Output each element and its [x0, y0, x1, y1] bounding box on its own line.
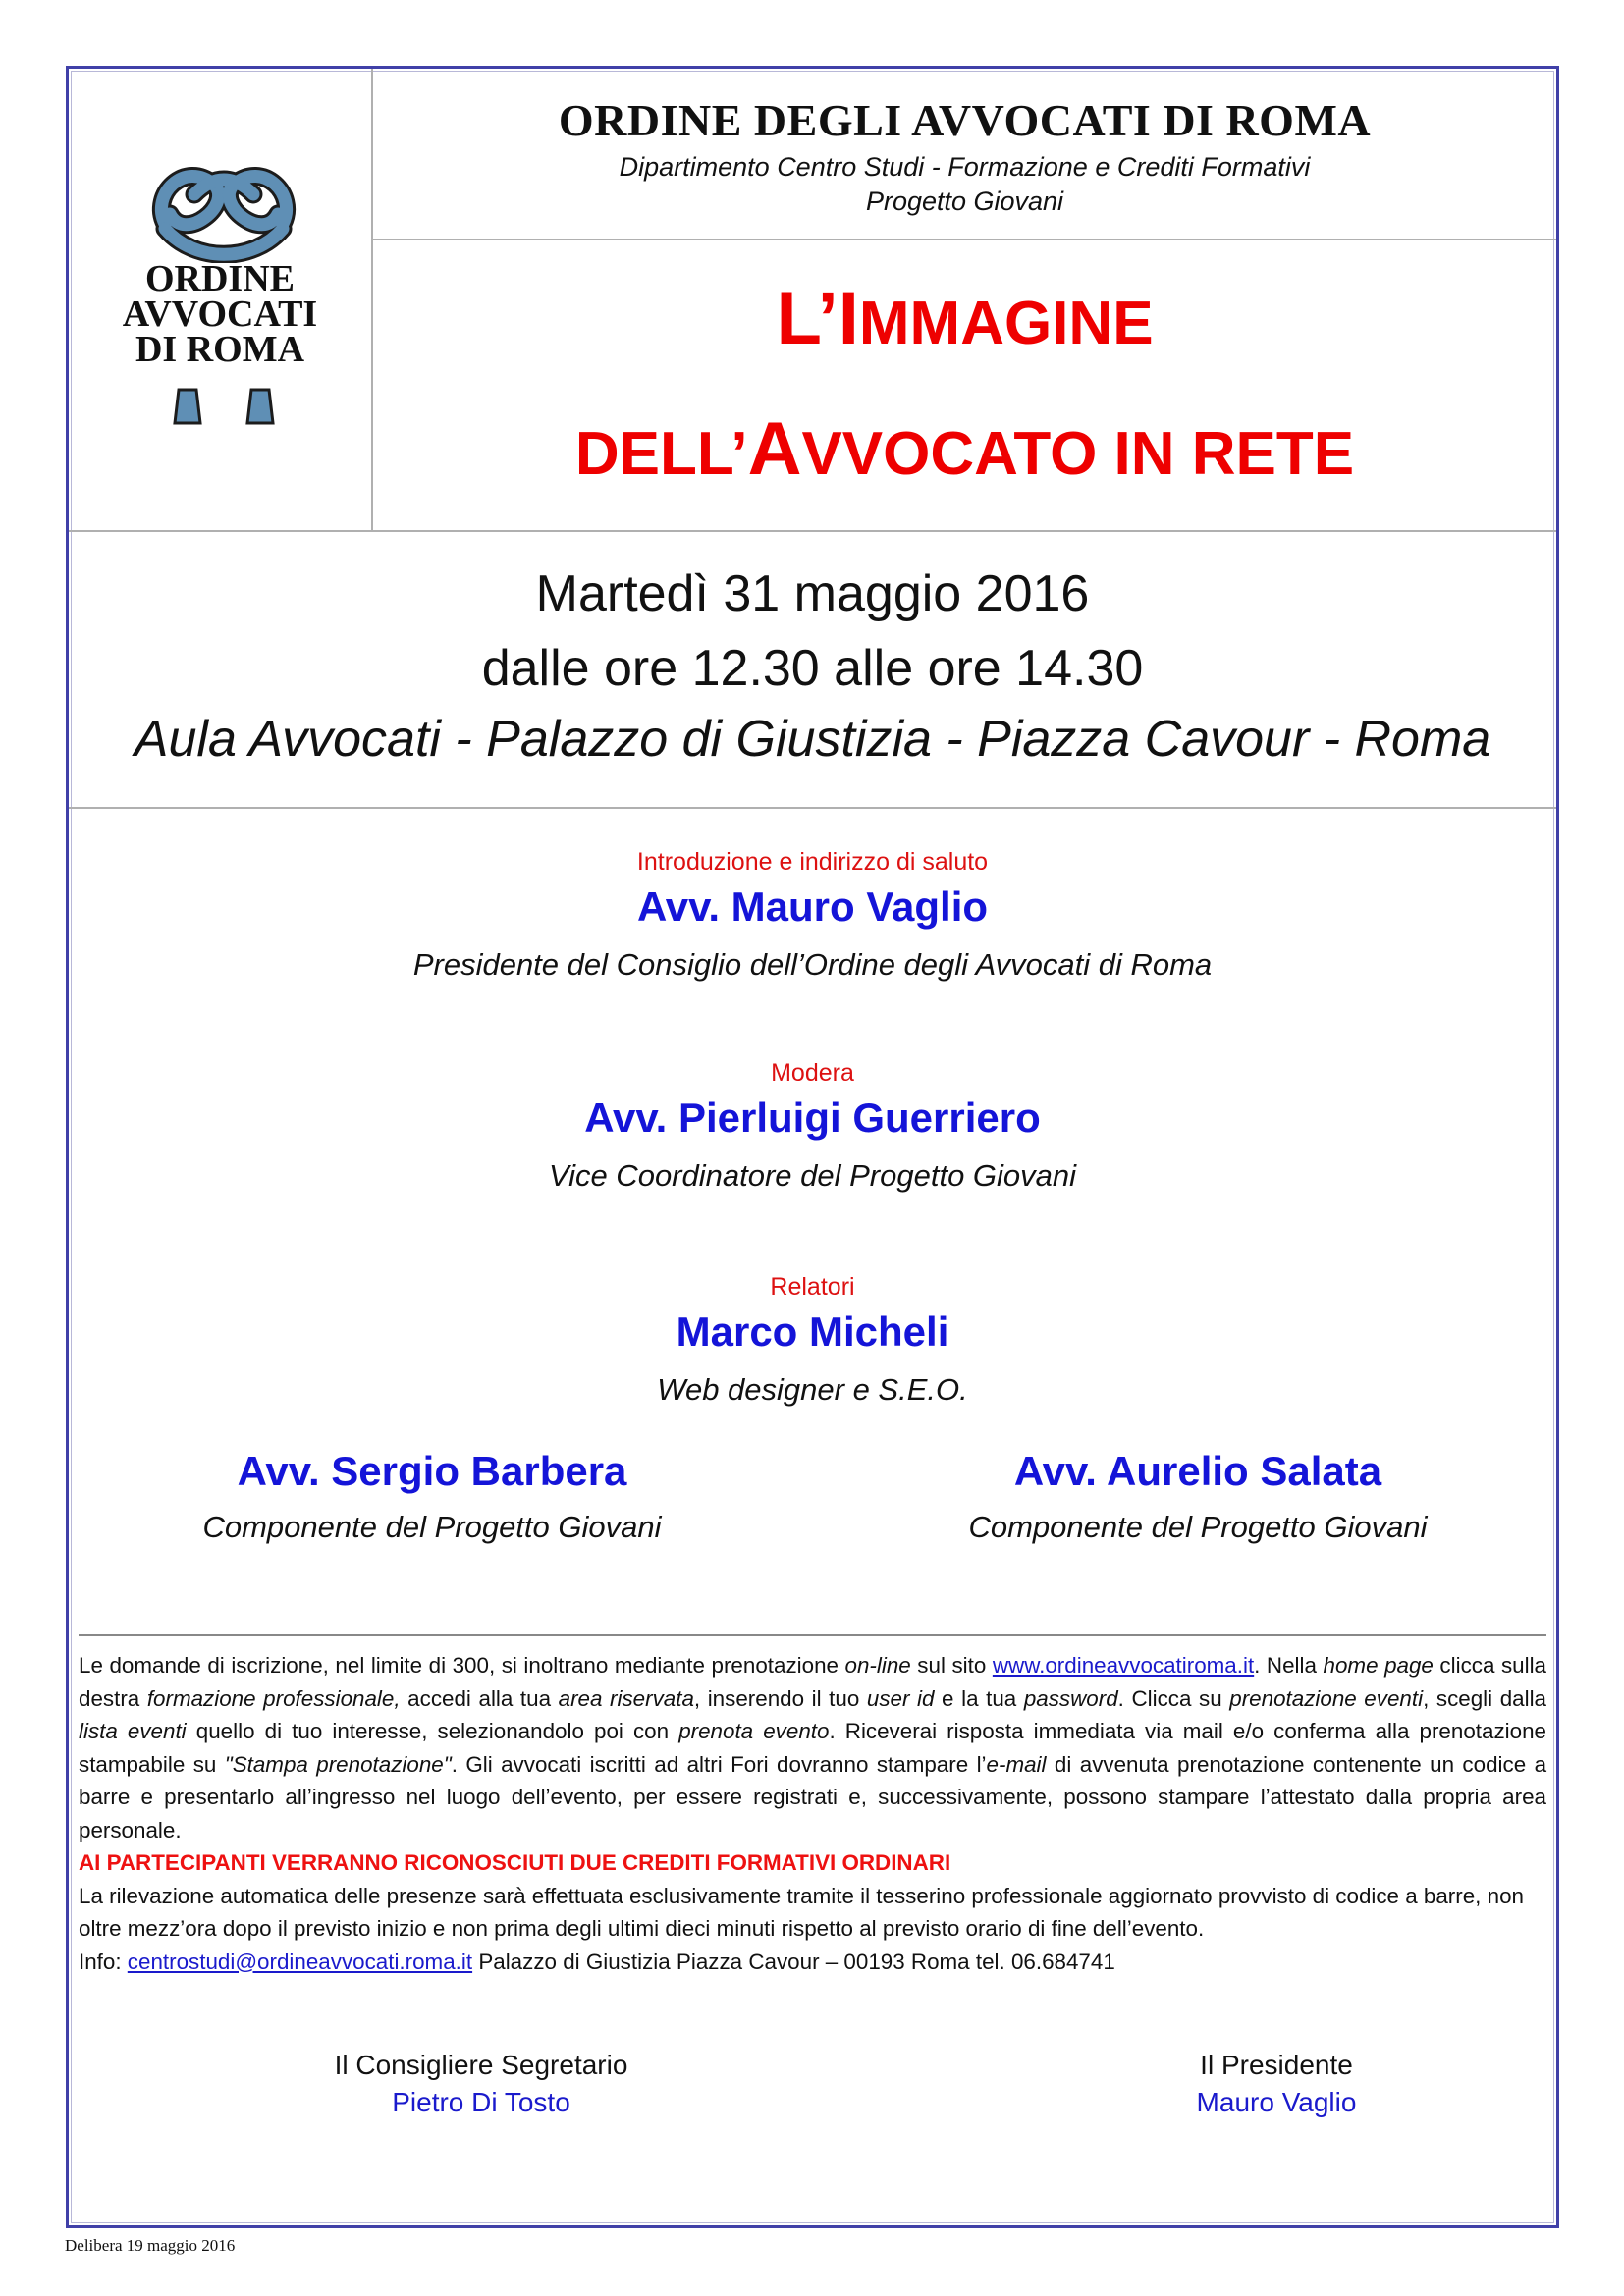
intro-speaker-desc: Presidente del Consiglio dell’Ordine degli Avvocati di Roma	[412, 947, 1213, 982]
email-link[interactable]: centrostudi@ordineavvocati.roma.it	[127, 1949, 473, 1974]
section-divider	[79, 1634, 1546, 1636]
logo-column	[69, 69, 373, 530]
moderator-desc: Vice Coordinatore del Progetto Giovani	[548, 1158, 1077, 1193]
credits-notice: AI PARTECIPANTI VERRANNO RICONOSCIUTI DUE CREDITI FORMATIVI ORDINARI	[79, 1850, 951, 1875]
deliberation-note: Delibera 19 maggio 2016	[65, 2236, 236, 2255]
speaker-name: Marco Micheli	[676, 1308, 949, 1355]
organization-block	[373, 69, 1556, 240]
contact-line: Info: centrostudi@ordineavvocati.roma.it Palazzo di Giustizia Piazza Cavour – 00193 Roma tel. 06.684741	[79, 1949, 1115, 1974]
attendance-paragraph: La rilevazione automatica delle presenze sarà effettuata esclusivamente tramite il tesserino professionale aggiornato provvisto di codice a barre, non oltre mezz’ora dopo il previsto inizio e non prima degli ultimi dieci minuti rispetto al previsto orario di fine dell’evento.	[79, 1883, 1524, 1941]
speaker-name: Avv. Sergio Barbera	[237, 1448, 627, 1494]
knot-emblem-icon	[145, 155, 302, 263]
logo-wordmark	[69, 258, 371, 370]
signature-title: Il Consigliere Segretario	[334, 2050, 628, 2080]
signature-secretary	[245, 2050, 717, 2118]
site-link[interactable]: www.ordineavvocatiroma.it	[992, 1653, 1255, 1678]
event-title	[373, 240, 1556, 530]
logo-line-3: DI ROMA	[135, 329, 305, 370]
title-line-2: DELL’AVVOCATO IN RETE	[574, 407, 1355, 491]
registration-paragraph: Le domande di iscrizione, nel limite di 300, si inoltrano mediante prenotazione on-line sul sito www.ordineavvocatiroma.it. Nella home page clicca sulla destra formazione professionale, accedi alla tua area riservata, inserendo il tuo user id e la tua password. Clicca su prenotazione eventi, scegli dalla lista eventi quello di tuo interesse, selezionandolo poi con prenota evento. Riceverai risposta immediata via mail e/o conferma alla prenotazione stampabile su "Stampa prenotazione". Gli avvocati iscritti ad altri Fori dovranno stampare l’e-mail di avvenuta prenotazione contenente un codice a barre e presentarlo all’ingresso nel luogo dell’evento, per essere registrati e, successivamente, possono stampare l’attestato dalla propria area personale.	[79, 1653, 1547, 1842]
event-date: Martedì 31 maggio 2016	[535, 565, 1090, 622]
speakers-role-label: Relatori	[770, 1273, 855, 1301]
intro-speaker-name: Avv. Mauro Vaglio	[636, 883, 989, 930]
intro-role-label: Introduzione e indirizzo di saluto	[636, 848, 989, 876]
event-time: dalle ore 12.30 alle ore 14.30	[481, 640, 1144, 697]
org-name: ORDINE DEGLI AVVOCATI DI ROMA	[558, 95, 1372, 145]
signature-name: Mauro Vaglio	[1196, 2087, 1357, 2117]
moderator-role-label: Modera	[771, 1059, 854, 1087]
event-details	[69, 532, 1556, 809]
title-line-1: L’IMMAGINE	[776, 277, 1154, 360]
signature-president	[1090, 2050, 1463, 2118]
registration-info	[79, 1649, 1546, 1978]
logo-line-2: AVVOCATI	[122, 294, 318, 335]
signature-title: Il Presidente	[1200, 2050, 1353, 2080]
signature-name: Pietro Di Tosto	[392, 2087, 570, 2117]
project-name: Progetto Giovani	[865, 187, 1064, 216]
moderator-name: Avv. Pierluigi Guerriero	[584, 1095, 1041, 1141]
emblem-feet-icon	[167, 388, 285, 427]
speaker-desc: Web designer e S.E.O.	[657, 1372, 968, 1407]
speaker-name: Avv. Aurelio Salata	[1013, 1448, 1382, 1494]
logo-line-1: ORDINE	[144, 258, 296, 299]
department-name: Dipartimento Centro Studi - Formazione e Crediti Formativi	[619, 152, 1311, 182]
header	[69, 69, 1556, 532]
speaker-desc: Componente del Progetto Giovani	[968, 1510, 1428, 1544]
event-place: Aula Avvocati - Palazzo di Giustizia - Piazza Cavour - Roma	[134, 711, 1491, 768]
speaker-desc: Componente del Progetto Giovani	[202, 1510, 662, 1544]
